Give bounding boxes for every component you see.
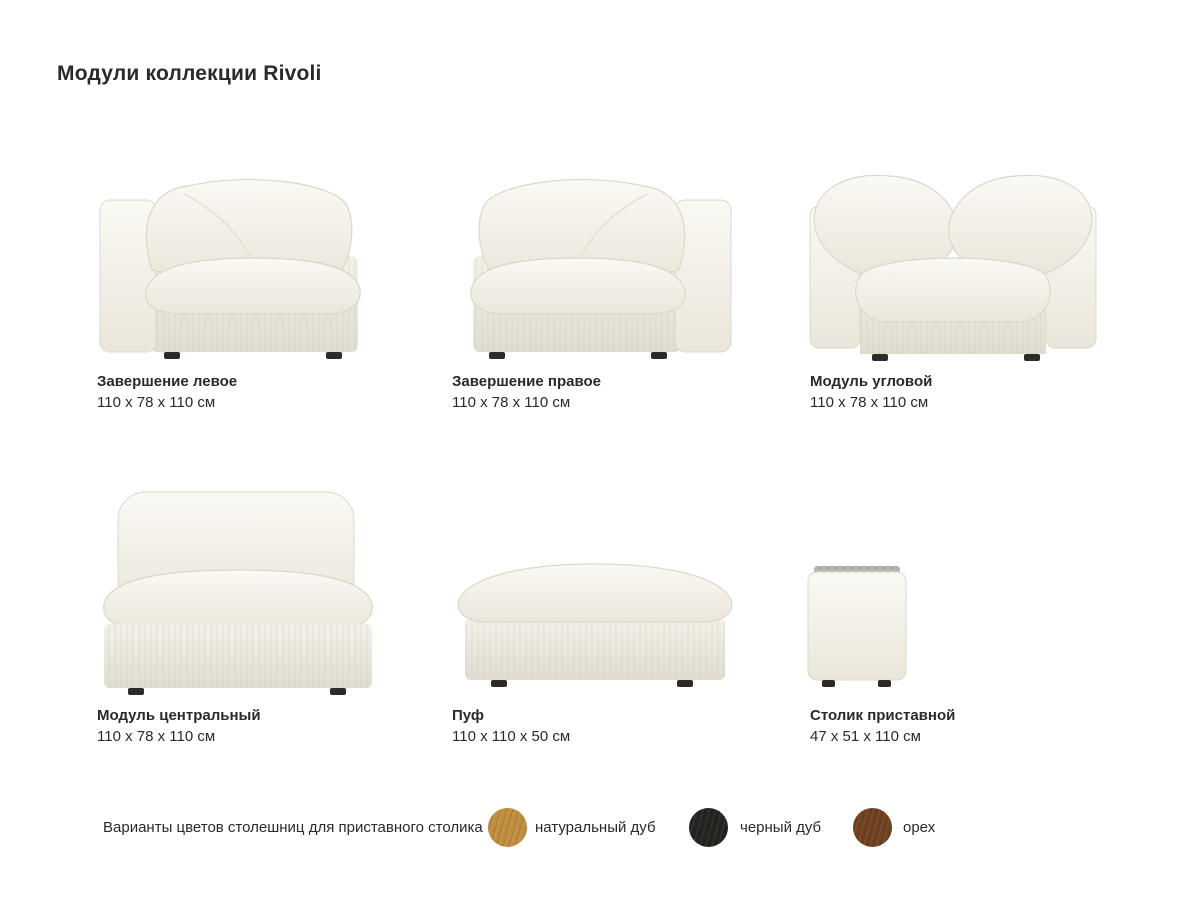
product-dimensions: 47 x 51 x 110 см xyxy=(810,728,921,745)
product-name: Столик приставной xyxy=(810,707,956,724)
color-swatch-label: орех xyxy=(903,819,936,836)
product-dimensions: 110 x 78 x 110 см xyxy=(810,394,929,411)
product-label xyxy=(97,372,237,413)
product-label xyxy=(810,372,932,413)
product-name: Завершение левое xyxy=(97,373,238,390)
product-dimensions: 110 x 110 x 50 см xyxy=(452,728,571,745)
pouf-image xyxy=(445,556,745,690)
corner-module-image xyxy=(798,148,1108,363)
color-swatch-label: натуральный дуб xyxy=(535,819,656,836)
product-dimensions: 110 x 78 x 110 см xyxy=(97,394,216,411)
side-table-image xyxy=(798,540,1098,692)
color-swatch-black-oak-icon xyxy=(689,808,728,847)
product-label xyxy=(452,372,601,413)
product-dimensions: 110 x 78 x 110 см xyxy=(452,394,571,411)
product-name: Модуль угловой xyxy=(810,373,933,390)
page-title: Модули коллекции Rivoli xyxy=(57,62,322,86)
color-swatch-label: черный дуб xyxy=(740,819,822,836)
product-label xyxy=(810,706,955,747)
product-name: Завершение правое xyxy=(452,373,601,390)
product-label xyxy=(452,706,570,747)
tabletop-colors-label: Варианты цветов столешниц для приставного столика xyxy=(103,819,483,836)
color-swatch-natural-oak-icon xyxy=(488,808,527,847)
product-name: Пуф xyxy=(452,707,485,724)
left-end-module-image xyxy=(88,148,388,363)
product-dimensions: 110 x 78 x 110 см xyxy=(97,728,216,745)
product-name: Модуль центральный xyxy=(97,707,261,724)
color-swatch-walnut-icon xyxy=(853,808,892,847)
central-module-image xyxy=(88,486,388,696)
product-label xyxy=(97,706,261,747)
right-end-module-image xyxy=(443,148,743,363)
